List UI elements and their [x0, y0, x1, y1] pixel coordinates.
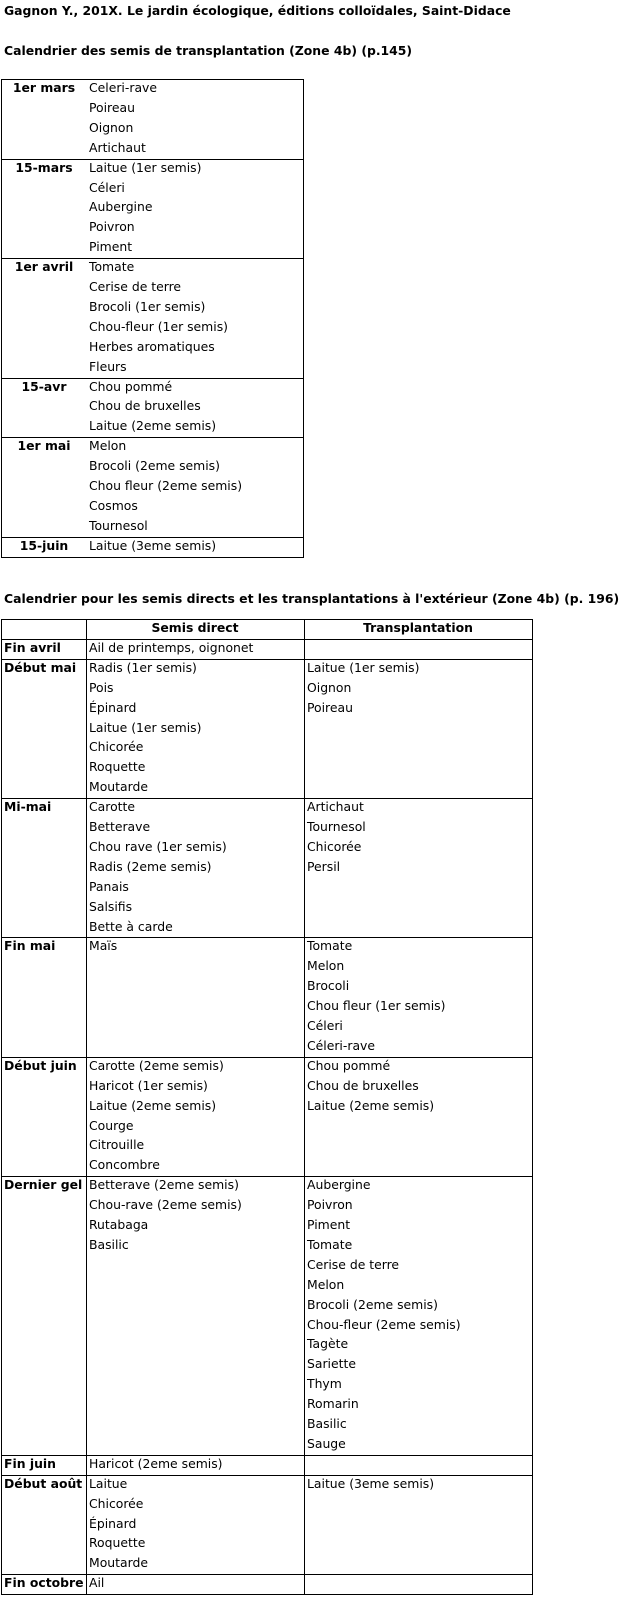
table2-transplant-item: Piment [307, 1217, 351, 1232]
table2-transplant-item: Thym [307, 1376, 342, 1392]
table2-semis-item: Laitue (2eme semis) [89, 1097, 217, 1113]
table-border [532, 619, 533, 1595]
table2-semis-item: Courge [89, 1117, 134, 1133]
table2-transplant-item: Laitue (3eme semis) [307, 1475, 435, 1491]
table2-transplant-item: Tomate [307, 938, 353, 954]
table2-transplant-item: Oignon [307, 679, 352, 695]
table2-period: Fin octobre [4, 1575, 84, 1591]
table2-transplant-item: Persil [307, 858, 341, 874]
table2-semis-item: Chicorée [89, 739, 144, 755]
table2-transplant-item: Poivron [307, 1197, 353, 1213]
table-border [1, 619, 2, 1595]
table2-semis-item: Radis (1er semis) [89, 659, 197, 675]
table1-item: Cosmos [89, 497, 138, 513]
table2-semis-item: Laitue [89, 1475, 128, 1491]
table-border [304, 619, 305, 1595]
table2-semis-item: Haricot (1er semis) [89, 1077, 208, 1093]
table2-transplant-item: Chou-fleur (2eme semis) [307, 1316, 461, 1332]
table1-item: Chou pommé [89, 378, 173, 394]
table1-item: Celeri-rave [89, 80, 157, 95]
table2-transplant-item: Brocoli (2eme semis) [307, 1296, 438, 1312]
table2-semis-item: Betterave (2eme semis) [89, 1177, 239, 1193]
table2-period: Dernier gel [4, 1177, 83, 1193]
table1-item: Brocoli (1er semis) [89, 298, 206, 314]
table2-transplant-item: Céleri-rave [307, 1037, 375, 1053]
table2-period: Fin juin [4, 1455, 56, 1471]
table2-transplant-item: Melon [307, 1276, 345, 1292]
table2-semis-item: Salsifis [89, 898, 133, 914]
column-header-semis: Semis direct [151, 620, 239, 635]
table2-semis-item: Roquette [89, 759, 146, 775]
table2-semis-item: Moutarde [89, 1555, 148, 1571]
table2-period: Début août [4, 1475, 83, 1491]
table1-item: Chou de bruxelles [89, 398, 201, 414]
table2-transplant-item: Tagète [307, 1336, 349, 1352]
table2-semis-item: Chicorée [89, 1495, 144, 1511]
table2-semis-item: Basilic [89, 1236, 129, 1252]
table2-semis-item: Panais [89, 878, 129, 894]
table2-semis-item: Chou-rave (2eme semis) [89, 1197, 242, 1213]
table2-transplant-item: Brocoli [307, 978, 350, 994]
column-header-transplant: Transplantation [363, 620, 473, 635]
table2-transplant-item: Aubergine [307, 1177, 371, 1193]
table2-semis-item: Pois [89, 679, 114, 695]
table1-date: 15-mars [15, 159, 73, 175]
table1-item: Chou fleur (2eme semis) [89, 478, 243, 493]
table-border [1, 1594, 533, 1595]
table2-semis-item: Concombre [89, 1157, 160, 1173]
table2-semis-item: Laitue (1er semis) [89, 719, 202, 735]
table1-item: Laitue (1er semis) [89, 159, 202, 175]
table1-date: 15-avr [21, 378, 67, 394]
table2-semis-item: Ail [89, 1575, 105, 1591]
table1-item: Tournesol [89, 517, 148, 533]
table1-item: Aubergine [89, 199, 153, 215]
table2-transplant-item: Melon [307, 958, 345, 974]
table1-item: Poivron [89, 219, 135, 235]
citation: Gagnon Y., 201X. Le jardin écologique, éditions colloïdales, Saint-Didace [4, 3, 511, 18]
table2-semis-item: Moutarde [89, 779, 148, 795]
table-border [303, 79, 304, 558]
table2-period: Fin avril [4, 639, 61, 655]
table2-semis-item: Radis (2eme semis) [89, 858, 212, 874]
table2-transplant-item: Sariette [307, 1356, 356, 1372]
table1-item: Herbes aromatiques [89, 338, 215, 354]
table2-semis-item: Roquette [89, 1535, 146, 1551]
table2-transplant-item: Laitue (1er semis) [307, 659, 420, 675]
table2-semis-item: Maïs [89, 938, 118, 954]
table2-semis-item: Carotte (2eme semis) [89, 1057, 224, 1073]
table2-period: Mi-mai [4, 799, 52, 815]
table2-title: Calendrier pour les semis directs et les transplantations à l'extérieur (Zone 4b) (p. 196) [4, 591, 619, 606]
table2-semis-item: Épinard [89, 1515, 137, 1531]
table2-semis-item: Rutabaga [89, 1217, 149, 1232]
table1-item: Poireau [89, 99, 135, 115]
table1-item: Tomate [89, 259, 135, 275]
table2-transplant-item: Tournesol [307, 819, 366, 834]
table2-period: Début juin [4, 1057, 77, 1073]
table1-item: Laitue (3eme semis) [89, 537, 217, 553]
table2-transplant-item: Chou pommé [307, 1057, 391, 1073]
table2-transplant-item: Basilic [307, 1416, 347, 1431]
table2-transplant-item: Artichaut [307, 799, 364, 815]
table2-transplant-item: Poireau [307, 699, 353, 715]
table1-item: Piment [89, 239, 133, 255]
table2-semis-item: Chou rave (1er semis) [89, 838, 227, 854]
table1-item: Fleurs [89, 358, 127, 374]
table2-semis-item: Betterave [89, 819, 151, 834]
table-border [86, 619, 87, 1595]
table1-item: Cerise de terre [89, 279, 182, 294]
table2-transplant-item: Sauge [307, 1435, 346, 1451]
table1-item: Artichaut [89, 139, 146, 155]
table2-semis-item: Épinard [89, 699, 137, 715]
table1-date: 1er avril [14, 259, 74, 275]
table2-transplant-item: Chou fleur (1er semis) [307, 998, 446, 1014]
table2-period: Début mai [4, 659, 77, 675]
table-border [1, 79, 2, 558]
table2-transplant-item: Tomate [307, 1236, 353, 1252]
table1-item: Céleri [89, 179, 125, 195]
table2-transplant-item: Laitue (2eme semis) [307, 1097, 435, 1113]
table2-transplant-item: Céleri [307, 1018, 343, 1033]
table2-semis-item: Bette à carde [89, 918, 173, 934]
table1-title: Calendrier des semis de transplantation (Zone 4b) (p.145) [4, 43, 413, 58]
table1-item: Brocoli (2eme semis) [89, 458, 220, 474]
table2-semis-item: Citrouille [89, 1137, 145, 1153]
table2-transplant-item: Chou de bruxelles [307, 1077, 419, 1093]
table2-semis-item: Haricot (2eme semis) [89, 1455, 223, 1471]
table2-semis-item: Carotte [89, 799, 135, 815]
table2-transplant-item: Romarin [307, 1396, 359, 1412]
table1-item: Chou-fleur (1er semis) [89, 318, 228, 334]
table1-date: 1er mai [17, 438, 71, 454]
table1-item: Oignon [89, 119, 134, 135]
table1-date: 15-juin [19, 537, 69, 553]
table2-transplant-item: Chicorée [307, 838, 362, 854]
table1-item: Melon [89, 438, 127, 454]
table1-date: 1er mars [12, 80, 76, 95]
table1-item: Laitue (2eme semis) [89, 418, 217, 434]
table2-period: Fin mai [4, 938, 56, 954]
table-border [1, 557, 304, 558]
table2-transplant-item: Cerise de terre [307, 1256, 400, 1272]
table2-semis-item: Ail de printemps, oignonet [89, 639, 254, 655]
